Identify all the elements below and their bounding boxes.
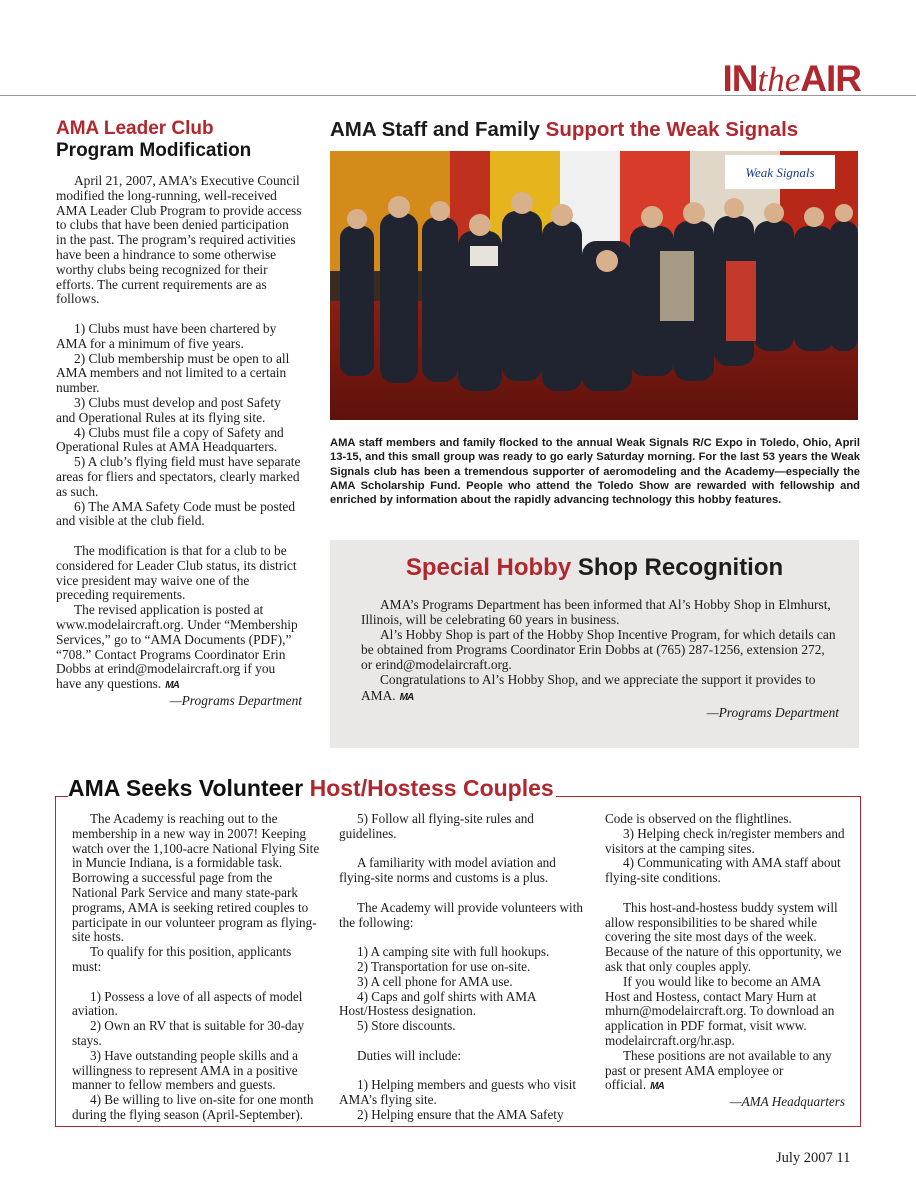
paragraph: 1) Possess a love of all aspects of model aviation. (72, 988, 303, 1019)
paragraph: 1) A camping site with full hookups. (357, 944, 550, 960)
paragraph: 6) The AMA Safety Code must be posted and visible at the club field. (56, 498, 296, 529)
paragraph: 4) Caps and golf shirts with AMA Host/Hostess designation. (339, 988, 536, 1019)
volunteer-title (68, 774, 556, 802)
section-brand (723, 58, 862, 100)
brand-in: IN (722, 58, 758, 99)
volunteer-column-3 (605, 812, 845, 1110)
paragraph-text: Congratulations to Al’s Hobby Shop, and we appreciate the support it provides to AMA. (361, 672, 816, 703)
paragraph: 4) Be willing to live on-site for one month during the flying season (April-September). (72, 1092, 314, 1122)
paragraph: To qualify for this position, applicants must: (72, 944, 292, 974)
paragraph: If you would like to become an AMA Host and Hostess, contact Mary Hurn at mhurn@modelaircraft.org. To download an application in PDF format, visit www. modelaircraft.org/hr.asp. (605, 973, 835, 1048)
paragraph: 3) A cell phone for AMA use. (357, 973, 513, 989)
leader-club-article (56, 118, 302, 709)
leader-club-title (56, 118, 302, 162)
paragraph: 5) Follow all flying-site rules and guidelines. (339, 811, 534, 841)
signature: —AMA Headquarters (729, 1094, 845, 1110)
brand-the: the (757, 60, 801, 99)
ma-end-mark: MA (650, 1081, 664, 1093)
paragraph-text: These positions are not available to any past or present AMA employee or official. (605, 1047, 832, 1093)
page-folio: July 2007 11 (776, 1150, 851, 1166)
paragraph: 1) Clubs must have been chartered by AMA for a minimum of five years. (56, 320, 277, 351)
paragraph: 2) Transportation for use on-site. (357, 958, 531, 974)
staff-title-dark: AMA Staff and Family (330, 118, 540, 141)
staff-article-title (330, 118, 860, 142)
paragraph (56, 603, 302, 694)
paragraph: 3) Have outstanding people skills and a willingness to represent AMA in a positive manner to fellow members and guests. (72, 1047, 299, 1093)
volunteer-column-1 (72, 812, 320, 1123)
paragraph: This host-and-hostess buddy system will allow responsibilities to be shared while covering the site most days of the week. Because of the nature of this opportunity, we ask that only couples apply. (605, 899, 842, 974)
paragraph: A familiarity with model aviation and flying-site norms and customs is a plus. (339, 855, 556, 886)
paragraph: The Academy is reaching out to the membership in a new way in 2007! Keeping watch over the 1,100-acre National Flying Site in Muncie Indiana, is a formidable task. Borrowing a successful page from the National Park Service and many state-park programs, AMA is seeking retired couples to participate in our volunteer program as flying-site hosts. (72, 811, 320, 945)
paragraph (605, 1049, 845, 1095)
group-photo (330, 151, 858, 420)
paragraph: Duties will include: (357, 1047, 462, 1063)
paragraph (361, 672, 839, 704)
paragraph: AMA’s Programs Department has been informed that Al’s Hobby Shop in Elmhurst, Illinois, will be celebrating 60 years in business. (361, 597, 831, 628)
paragraph: Code is observed on the flightlines. (605, 811, 792, 826)
paragraph: The Academy will provide volunteers with the following: (339, 899, 583, 930)
paragraph: 4) Clubs must file a copy of Safety and Operational Rules at AMA Headquarters. (56, 424, 284, 455)
paragraph: 2) Club membership must be open to all AMA members and not limited to a certain number. (56, 350, 290, 396)
volunteer-title-red: Host/Hostess Couples (309, 775, 554, 801)
paragraph: 3) Clubs must develop and post Safety and Operational Rules at its flying site. (56, 394, 281, 425)
leader-club-body (56, 174, 302, 709)
hobby-shop-box (330, 540, 859, 748)
paragraph: 3) Helping check in/register members and visitors at the camping sites. (605, 825, 845, 856)
paragraph: 2) Helping ensure that the AMA Safety (357, 1106, 564, 1122)
paragraph: 4) Communicating with AMA staff about flying-site conditions. (605, 855, 841, 886)
ma-end-mark: MA (399, 691, 414, 703)
signature: —Programs Department (706, 704, 839, 720)
paragraph: 2) Own an RV that is suitable for 30-day stays. (72, 1018, 305, 1048)
hobby-title-red: Special Hobby (405, 554, 572, 581)
staff-title-red: Support the Weak Signals (545, 118, 799, 141)
paragraph: 5) A club’s flying field must have separate areas for fliers and spectators, clearly marked as such. (56, 454, 301, 499)
paragraph: The modification is that for a club to be considered for Leader Club status, its district vice president may waive one of the preceding requirements. (56, 542, 297, 603)
leader-title-line2: Program Modification (56, 140, 252, 161)
hobby-shop-body (361, 597, 839, 720)
paragraph-text: The revised application is posted at www.modelaircraft.org. Under “Membership Services,” go to “AMA Documents (PDF),” “708.” Contact Programs Coordinator Erin Dobbs at erind@modelaircraft.org if you have any questions. (56, 602, 298, 692)
paragraph: 5) Store discounts. (357, 1018, 456, 1034)
photo-banner-text: Weak Signals (745, 165, 815, 180)
hobby-shop-title (330, 554, 859, 582)
hobby-title-dark: Shop Recognition (577, 554, 784, 581)
paragraph: 1) Helping members and guests who visit AMA’s flying site. (339, 1077, 577, 1108)
brand-air: AIR (800, 58, 861, 99)
signature: —Programs Department (169, 692, 302, 708)
photo-caption: AMA staff members and family flocked to the annual Weak Signals R/C Expo in Toledo, Ohio, April 13-15, and this small group was ready to go early Saturday morning. For the last 53 years the Weak Signals club has been a tremendous supporter of aeromodeling and the Academy—especially the AMA Scholarship Fund. People who attend the Toledo Show are rewarded with fellowship and enriched by information about the rapidly advancing technology this hobby features. (330, 437, 860, 507)
volunteer-column-2 (339, 812, 591, 1123)
volunteer-title-dark: AMA Seeks Volunteer (68, 775, 304, 801)
leader-title-line1: AMA Leader Club (56, 118, 214, 139)
ma-end-mark: MA (165, 680, 179, 692)
paragraph: Al’s Hobby Shop is part of the Hobby Shop Incentive Program, for which details can be obtained from Programs Coordinator Erin Dobbs at (765) 287-1256, extension 272, or erind@modelaircraft.org. (361, 627, 836, 673)
paragraph: April 21, 2007, AMA’s Executive Council modified the long-running, well-received AMA Leader Club Program to provide access to clubs that have been denied participation in the past. The program’s required activities have been a hindrance to some otherwise worthy clubs being recognized for their efforts. The current requirements are as follows. (56, 173, 302, 307)
